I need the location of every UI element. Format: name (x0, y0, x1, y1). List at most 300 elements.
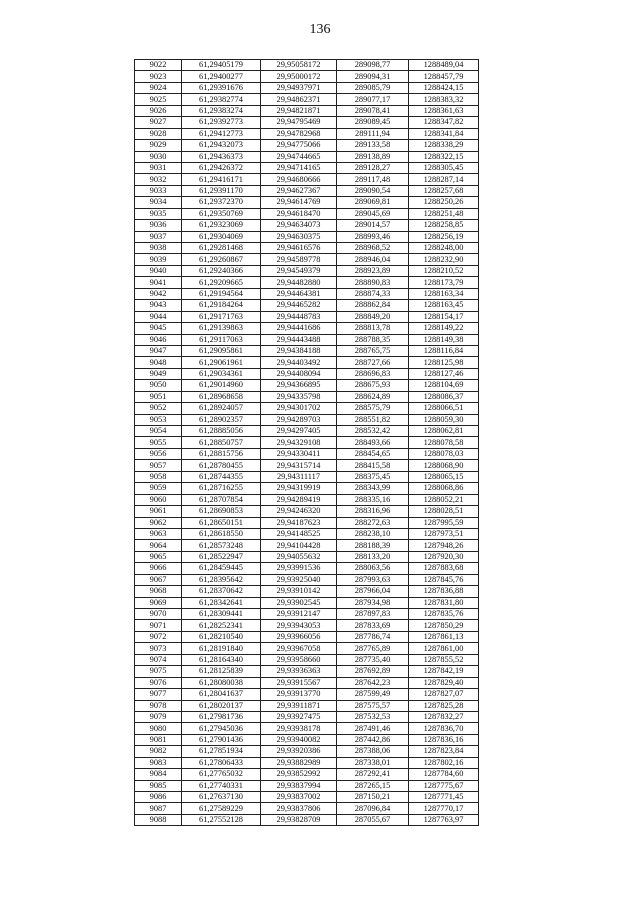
table-cell: 9080 (135, 723, 182, 734)
table-cell: 287692,89 (337, 666, 409, 677)
table-cell: 61,27637130 (182, 792, 261, 803)
table-cell: 61,28573248 (182, 540, 261, 551)
table-cell: 29,93837994 (261, 780, 337, 791)
table-row (135, 414, 479, 425)
table-cell: 29,94403492 (261, 357, 337, 368)
table-cell: 287388,06 (337, 746, 409, 757)
table-cell: 61,28707854 (182, 494, 261, 505)
table-cell: 1288383,32 (409, 94, 479, 105)
table-cell: 61,28342641 (182, 597, 261, 608)
table-cell: 29,93967058 (261, 643, 337, 654)
table-cell: 29,93943053 (261, 620, 337, 631)
table-cell: 1287850,29 (409, 620, 479, 631)
table-cell: 61,28252341 (182, 620, 261, 631)
table-cell: 61,29400277 (182, 71, 261, 82)
table-cell: 61,27765032 (182, 769, 261, 780)
table-row (135, 311, 479, 322)
table-cell: 61,29372370 (182, 197, 261, 208)
table-cell: 9025 (135, 94, 182, 105)
table-cell: 1288068,90 (409, 460, 479, 471)
table-cell: 29,93828709 (261, 814, 337, 825)
table-cell: 29,94297405 (261, 426, 337, 437)
table-row (135, 643, 479, 654)
table-cell: 61,29382774 (182, 94, 261, 105)
table-cell: 1288258,85 (409, 220, 479, 231)
table-row (135, 563, 479, 574)
table-cell: 287292,41 (337, 769, 409, 780)
table-cell: 288788,35 (337, 334, 409, 345)
table-cell: 29,93958660 (261, 654, 337, 665)
table-cell: 29,94366895 (261, 380, 337, 391)
table-cell: 1288457,79 (409, 71, 479, 82)
table-cell: 1288251,48 (409, 208, 479, 219)
table-cell: 288532,42 (337, 426, 409, 437)
table-cell: 288343,99 (337, 483, 409, 494)
table-cell: 9067 (135, 574, 182, 585)
table-cell: 9074 (135, 654, 182, 665)
table-cell: 289133,58 (337, 140, 409, 151)
table-cell: 29,93936363 (261, 666, 337, 677)
table-cell: 9022 (135, 60, 182, 71)
table-cell: 9035 (135, 208, 182, 219)
table-row (135, 323, 479, 334)
table-row (135, 666, 479, 677)
table-cell: 9041 (135, 277, 182, 288)
table-row (135, 586, 479, 597)
table-row (135, 803, 479, 814)
table-cell: 61,28618550 (182, 528, 261, 539)
table-cell: 288862,84 (337, 300, 409, 311)
table-cell: 289089,45 (337, 117, 409, 128)
table-cell: 288375,45 (337, 471, 409, 482)
table-cell: 61,27851934 (182, 746, 261, 757)
table-cell: 29,94614769 (261, 197, 337, 208)
table-cell: 288335,16 (337, 494, 409, 505)
table-cell: 61,29350769 (182, 208, 261, 219)
table-cell: 287765,89 (337, 643, 409, 654)
table-row (135, 185, 479, 196)
table-cell: 1287829,40 (409, 677, 479, 688)
table-row (135, 780, 479, 791)
table-cell: 1288322,15 (409, 151, 479, 162)
table-cell: 29,94795469 (261, 117, 337, 128)
table-cell: 9087 (135, 803, 182, 814)
table-cell: 9076 (135, 677, 182, 688)
table-cell: 29,94630375 (261, 231, 337, 242)
table-cell: 9037 (135, 231, 182, 242)
table-cell: 288415,58 (337, 460, 409, 471)
table-cell: 288675,93 (337, 380, 409, 391)
table-cell: 61,28395642 (182, 574, 261, 585)
table-cell: 29,94301702 (261, 403, 337, 414)
table-cell: 9064 (135, 540, 182, 551)
table-cell: 1287823,84 (409, 746, 479, 757)
table-row (135, 734, 479, 745)
table-row (135, 243, 479, 254)
table-cell: 29,95058172 (261, 60, 337, 71)
table-cell: 289014,57 (337, 220, 409, 231)
table-cell: 9086 (135, 792, 182, 803)
table-cell: 29,93837806 (261, 803, 337, 814)
table-cell: 29,94680666 (261, 174, 337, 185)
table-cell: 9046 (135, 334, 182, 345)
table-cell: 29,94441686 (261, 323, 337, 334)
table-cell: 1288028,51 (409, 506, 479, 517)
table-cell: 61,29034361 (182, 368, 261, 379)
table-cell: 1287836,88 (409, 586, 479, 597)
table-cell: 29,94448783 (261, 311, 337, 322)
table-cell: 9023 (135, 71, 182, 82)
table-cell: 29,94482880 (261, 277, 337, 288)
table-cell: 9040 (135, 265, 182, 276)
table-cell: 61,29432073 (182, 140, 261, 151)
table-cell: 61,28815756 (182, 448, 261, 459)
table-row (135, 597, 479, 608)
table-cell: 1288341,84 (409, 128, 479, 139)
table-cell: 29,93902545 (261, 597, 337, 608)
table-cell: 61,27981736 (182, 711, 261, 722)
table-cell: 29,93966056 (261, 631, 337, 642)
table-cell: 61,27552128 (182, 814, 261, 825)
table-cell: 9042 (135, 288, 182, 299)
table-cell: 1288062,81 (409, 426, 479, 437)
table-cell: 288238,10 (337, 528, 409, 539)
table-cell: 29,94937971 (261, 82, 337, 93)
table-row (135, 105, 479, 116)
table-cell: 9045 (135, 323, 182, 334)
table-cell: 1287973,51 (409, 528, 479, 539)
table-cell: 289077,17 (337, 94, 409, 105)
table-cell: 288133,20 (337, 551, 409, 562)
table-row (135, 528, 479, 539)
table-cell: 9058 (135, 471, 182, 482)
table-cell: 9060 (135, 494, 182, 505)
table-cell: 61,28041637 (182, 689, 261, 700)
table-row (135, 711, 479, 722)
table-cell: 287735,40 (337, 654, 409, 665)
table-row (135, 631, 479, 642)
table-cell: 9075 (135, 666, 182, 677)
table-cell: 61,29095861 (182, 345, 261, 356)
table-cell: 61,29209665 (182, 277, 261, 288)
table-cell: 61,29383274 (182, 105, 261, 116)
table-cell: 61,29391676 (182, 82, 261, 93)
table-row (135, 151, 479, 162)
table-cell: 287575,57 (337, 700, 409, 711)
table-cell: 1288287,14 (409, 174, 479, 185)
table-cell: 288575,79 (337, 403, 409, 414)
table-cell: 1287763,97 (409, 814, 479, 825)
table-cell: 61,28125839 (182, 666, 261, 677)
table-cell: 289085,79 (337, 82, 409, 93)
table-cell: 1287855,52 (409, 654, 479, 665)
table-cell: 288813,78 (337, 323, 409, 334)
table-cell: 1287845,76 (409, 574, 479, 585)
table-cell: 289117,48 (337, 174, 409, 185)
table-cell: 288727,66 (337, 357, 409, 368)
table-row (135, 483, 479, 494)
table-cell: 9070 (135, 609, 182, 620)
table-cell: 287833,69 (337, 620, 409, 631)
table-cell: 29,94443488 (261, 334, 337, 345)
table-cell: 288849,20 (337, 311, 409, 322)
table-row (135, 677, 479, 688)
table-cell: 1287835,76 (409, 609, 479, 620)
table-row (135, 345, 479, 356)
table-cell: 9085 (135, 780, 182, 791)
table-cell: 9068 (135, 586, 182, 597)
table-cell: 29,93915567 (261, 677, 337, 688)
table-cell: 29,94821871 (261, 105, 337, 116)
table-cell: 288493,66 (337, 437, 409, 448)
table-cell: 9039 (135, 254, 182, 265)
table-cell: 29,93913770 (261, 689, 337, 700)
table-cell: 287150,21 (337, 792, 409, 803)
table-cell: 9082 (135, 746, 182, 757)
table-cell: 61,29014960 (182, 380, 261, 391)
table-cell: 288551,82 (337, 414, 409, 425)
page-number: 136 (309, 22, 331, 37)
table-cell: 9073 (135, 643, 182, 654)
table-cell: 61,28716255 (182, 483, 261, 494)
table-cell: 9024 (135, 82, 182, 93)
table-cell: 61,28924057 (182, 403, 261, 414)
table-cell: 287786,74 (337, 631, 409, 642)
table-row (135, 517, 479, 528)
table-cell: 29,94311117 (261, 471, 337, 482)
table-cell: 9055 (135, 437, 182, 448)
table-cell: 61,29240366 (182, 265, 261, 276)
table-cell: 9052 (135, 403, 182, 414)
table-cell: 288968,52 (337, 243, 409, 254)
table-row (135, 700, 479, 711)
table-cell: 288188,39 (337, 540, 409, 551)
table-cell: 9063 (135, 528, 182, 539)
table-cell: 9029 (135, 140, 182, 151)
table-cell: 29,94465282 (261, 300, 337, 311)
table-row (135, 654, 479, 665)
table-cell: 1288163,34 (409, 288, 479, 299)
table-cell: 29,94187623 (261, 517, 337, 528)
table-cell: 9048 (135, 357, 182, 368)
table-cell: 29,93852992 (261, 769, 337, 780)
table-cell: 1288116,84 (409, 345, 479, 356)
table-cell: 9081 (135, 734, 182, 745)
table-cell: 29,94589778 (261, 254, 337, 265)
table-cell: 1288125,98 (409, 357, 479, 368)
table-cell: 1288149,22 (409, 323, 479, 334)
table-cell: 288890,83 (337, 277, 409, 288)
table-row (135, 231, 479, 242)
table-cell: 1288250,26 (409, 197, 479, 208)
table-cell: 61,28459445 (182, 563, 261, 574)
table-row (135, 357, 479, 368)
table-cell: 61,28309441 (182, 609, 261, 620)
table-cell: 289098,77 (337, 60, 409, 71)
table-cell: 9069 (135, 597, 182, 608)
table-cell: 1287883,68 (409, 563, 479, 574)
table-cell: 9054 (135, 426, 182, 437)
table-cell: 29,93925040 (261, 574, 337, 585)
table-cell: 287966,04 (337, 586, 409, 597)
table-cell: 29,94055632 (261, 551, 337, 562)
table-cell: 29,93927475 (261, 711, 337, 722)
table-cell: 29,93911871 (261, 700, 337, 711)
table-cell: 1287920,30 (409, 551, 479, 562)
table-row (135, 403, 479, 414)
table-cell: 1288059,30 (409, 414, 479, 425)
table-cell: 288874,33 (337, 288, 409, 299)
table-cell: 61,29281468 (182, 243, 261, 254)
table-cell: 1288489,04 (409, 60, 479, 71)
table-row (135, 391, 479, 402)
table-cell: 288063,56 (337, 563, 409, 574)
table-cell: 288272,63 (337, 517, 409, 528)
table-row (135, 60, 479, 71)
table-cell: 29,94862371 (261, 94, 337, 105)
table-cell: 29,93920386 (261, 746, 337, 757)
table-row (135, 540, 479, 551)
table-row (135, 506, 479, 517)
table-row (135, 140, 479, 151)
table-cell: 1288173,79 (409, 277, 479, 288)
table-cell: 9062 (135, 517, 182, 528)
table-row (135, 265, 479, 276)
table-cell: 287599,49 (337, 689, 409, 700)
table-cell: 287642,23 (337, 677, 409, 688)
table-cell: 9053 (135, 414, 182, 425)
table-cell: 1287836,16 (409, 734, 479, 745)
table-cell: 1287832,27 (409, 711, 479, 722)
table-cell: 29,93882989 (261, 757, 337, 768)
table-cell: 288993,46 (337, 231, 409, 242)
table-cell: 29,94330411 (261, 448, 337, 459)
table-cell: 61,28164340 (182, 654, 261, 665)
table-cell: 289078,41 (337, 105, 409, 116)
table-row (135, 746, 479, 757)
table-cell: 9088 (135, 814, 182, 825)
table-cell: 289111,94 (337, 128, 409, 139)
table-cell: 9031 (135, 162, 182, 173)
table-cell: 29,93837002 (261, 792, 337, 803)
table-cell: 29,94335798 (261, 391, 337, 402)
table-cell: 9056 (135, 448, 182, 459)
table-cell: 61,29412773 (182, 128, 261, 139)
table-cell: 61,28690853 (182, 506, 261, 517)
table-cell: 1287861,00 (409, 643, 479, 654)
table-cell: 9027 (135, 117, 182, 128)
table-cell: 9028 (135, 128, 182, 139)
table-cell: 61,29139863 (182, 323, 261, 334)
table-row (135, 494, 479, 505)
table-cell: 61,29184264 (182, 300, 261, 311)
table-row (135, 574, 479, 585)
table-row (135, 689, 479, 700)
table-cell: 29,94408094 (261, 368, 337, 379)
table-cell: 29,94782968 (261, 128, 337, 139)
table-cell: 29,94549379 (261, 265, 337, 276)
table-cell: 9061 (135, 506, 182, 517)
table-cell: 61,28780455 (182, 460, 261, 471)
table-cell: 1287802,16 (409, 757, 479, 768)
table-cell: 29,94104428 (261, 540, 337, 551)
table-cell: 1287836,70 (409, 723, 479, 734)
table-cell: 1287825,28 (409, 700, 479, 711)
table-row (135, 792, 479, 803)
table-cell: 9079 (135, 711, 182, 722)
table-cell: 287993,63 (337, 574, 409, 585)
table-cell: 288923,89 (337, 265, 409, 276)
table-row (135, 197, 479, 208)
table-cell: 1287995,59 (409, 517, 479, 528)
table-cell: 61,28885056 (182, 426, 261, 437)
table-cell: 29,94618470 (261, 208, 337, 219)
table-cell: 9032 (135, 174, 182, 185)
table-row (135, 814, 479, 825)
table-cell: 1288078,03 (409, 448, 479, 459)
table-row (135, 426, 479, 437)
table-cell: 9049 (135, 368, 182, 379)
table-cell: 9033 (135, 185, 182, 196)
table-cell: 29,94744665 (261, 151, 337, 162)
table-cell: 29,93991536 (261, 563, 337, 574)
table-cell: 9059 (135, 483, 182, 494)
table-cell: 29,94289419 (261, 494, 337, 505)
table-cell: 61,29426372 (182, 162, 261, 173)
table-cell: 287338,01 (337, 757, 409, 768)
table-row (135, 82, 479, 93)
table-cell: 9072 (135, 631, 182, 642)
table-cell: 61,28902357 (182, 414, 261, 425)
table-cell: 9057 (135, 460, 182, 471)
table-cell: 29,95000172 (261, 71, 337, 82)
table-cell: 1288338,29 (409, 140, 479, 151)
table-cell: 1287770,17 (409, 803, 479, 814)
table-cell: 29,94616576 (261, 243, 337, 254)
table-row (135, 162, 479, 173)
table-cell: 29,94329108 (261, 437, 337, 448)
table-cell: 1287775,67 (409, 780, 479, 791)
table-row (135, 620, 479, 631)
table-row (135, 300, 479, 311)
table-row (135, 277, 479, 288)
table-cell: 1288066,51 (409, 403, 479, 414)
table-cell: 29,94148525 (261, 528, 337, 539)
table-cell: 29,94384188 (261, 345, 337, 356)
table-cell: 61,29171763 (182, 311, 261, 322)
table-cell: 61,29405179 (182, 60, 261, 71)
table-cell: 1288305,45 (409, 162, 479, 173)
table-cell: 61,29194564 (182, 288, 261, 299)
table-cell: 61,27901436 (182, 734, 261, 745)
table-cell: 61,29391170 (182, 185, 261, 196)
table-cell: 1288210,52 (409, 265, 479, 276)
table-cell: 61,29392773 (182, 117, 261, 128)
table-cell: 61,27740331 (182, 780, 261, 791)
table-cell: 1288424,15 (409, 82, 479, 93)
table-cell: 1288078,58 (409, 437, 479, 448)
table-cell: 29,94775066 (261, 140, 337, 151)
table-cell: 1287784,60 (409, 769, 479, 780)
table-cell: 9065 (135, 551, 182, 562)
table-cell: 1288154,17 (409, 311, 479, 322)
table-cell: 289045,69 (337, 208, 409, 219)
table-cell: 9078 (135, 700, 182, 711)
table-row (135, 723, 479, 734)
table-cell: 9030 (135, 151, 182, 162)
table-cell: 29,94627367 (261, 185, 337, 196)
table-cell: 288624,89 (337, 391, 409, 402)
